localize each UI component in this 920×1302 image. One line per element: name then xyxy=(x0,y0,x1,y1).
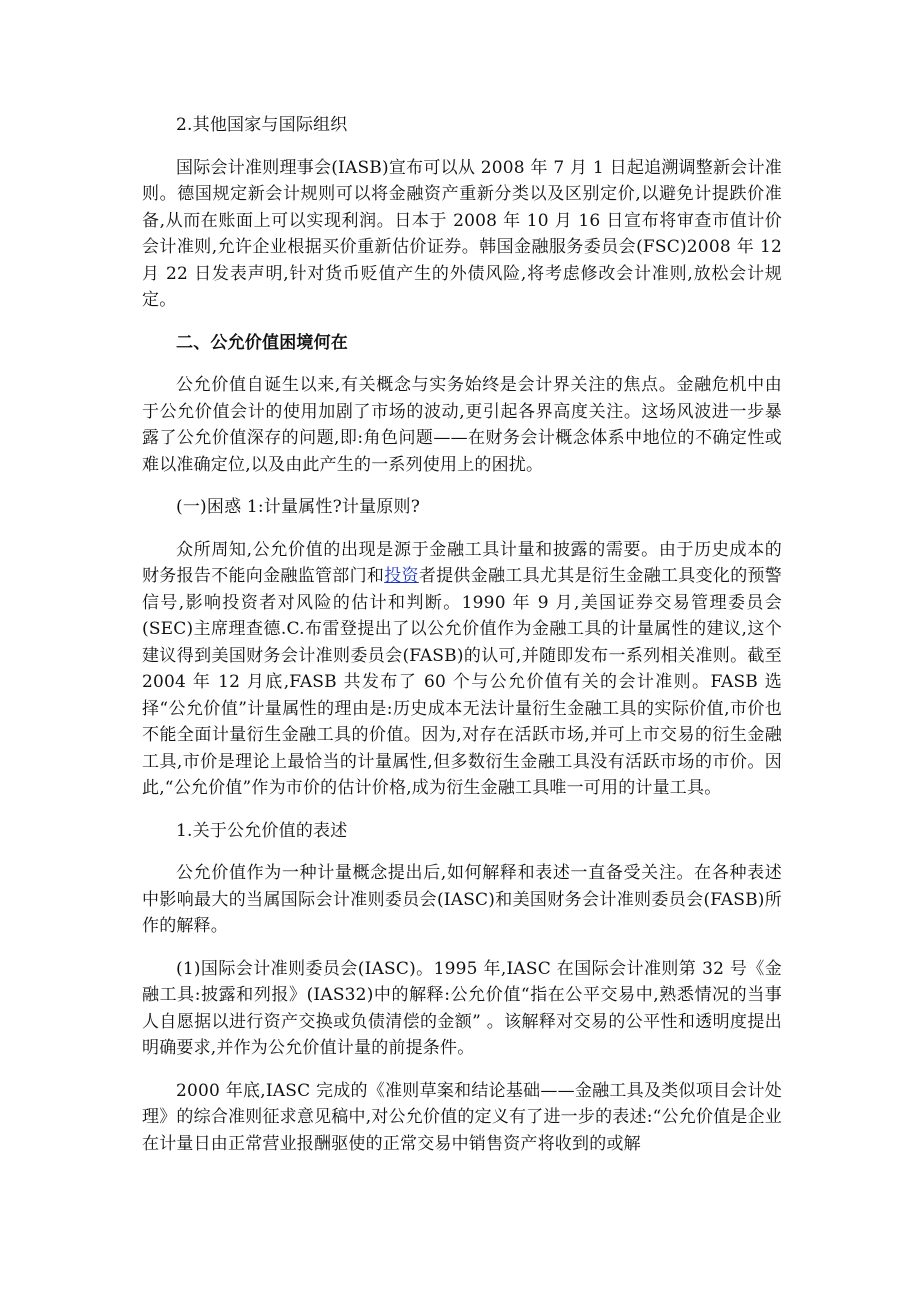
subheading-fair-value-expression: 1.关于公允价值的表述 xyxy=(176,820,348,841)
paragraph-expression-intro: 公允价值作为一种计量概念提出后,如何解释和表述一直备受关注。在各种表述中影响最大的当属国际会计准则委员会(IASC)和美国财务会计准则委员会(FASB)所作的解释。 xyxy=(142,863,782,936)
paragraph-text-part: 者提供金融工具尤其是衍生金融工具变化的预警信号,影响投资者对风险的估计和判断。1990 年 9 月,美国证券交易管理委员会(SEC)主席理查德.C.布雷登提出了以公允价值作为金融工具的计量属性的建议,这个建议得到美国财务会计准则委员会(FASB)的认可,并随即发布一系列相关准则。截至 2004 年 12 月底,FASB 共发布了 60 个与公允价值有关的会计准则。FASB 选择“公允价值”计量属性的理由是:历史成本无法计量衍生金融工具的实际价值,市价也不能全面计量衍生金融工具的价值。因为,对存在活跃市场,并可上市交易的衍生金融工具,市价是理论上最恰当的计量属性,但多数衍生金融工具没有活跃市场的市价。因此,“公允价值”作为市价的估计价格,成为衍生金融工具唯一可用的计量工具。 xyxy=(142,566,782,798)
document-body xyxy=(142,112,782,1157)
paragraph-fair-value-focus: 公允价值自诞生以来,有关概念与实务始终是会计界关注的焦点。金融危机中由于公允价值会计的使用加剧了市场的波动,更引起各界高度关注。这场风波进一步暴露了公允价值深存的问题,即:角色问题——在财务会计概念体系中地位的不确定性或难以准确定位,以及由此产生的一系列使用上的困扰。 xyxy=(142,375,782,475)
paragraph-iasc-2000: 2000 年底,IASC 完成的《准则草案和结论基础——金融工具及类似项目会计处理》的综合准则征求意见稿中,对公允价值的定义有了进一步的表述:“公允价值是企业在计量日由正常营业报酬驱使的正常交易中销售资产将收到的或解 xyxy=(142,1080,782,1154)
paragraph-international-organizations: 国际会计准则理事会(IASB)宣布可以从 2008 年 7 月 1 日起追溯调整新会计准则。德国规定新会计规则可以将金融资产重新分类以及区别定价,以避免计提跌价准备,从而在账面上可以实现利润。日本于 2008 年 10 月 16 日宣布将审查市值计价会计准则,允许企业根据买价重新估价证券。韩国金融服务委员会(FSC)2008 年 12 月 22 日发表声明,针对货币贬值产生的外债风险,将考虑修改会计准则,放松会计规定。 xyxy=(142,157,782,310)
paragraph-iasc-definition: (1)国际会计准则委员会(IASC)。1995 年,IASC 在国际会计准则第 32 号《金融工具:披露和列报》(IAS32)中的解释:公允价值“指在公平交易中,熟悉情况的当事人自愿据以进行资产交换或负债清偿的金额” 。该解释对交易的公平性和透明度提出明确要求,并作为公允价值计量的前提条件。 xyxy=(142,958,782,1058)
paragraph-fair-value-origin xyxy=(142,537,782,802)
section-title-other-countries: 2.其他国家与国际组织 xyxy=(176,115,348,135)
subheading-confusion-1: (一)困惑 1:计量属性?计量原则? xyxy=(176,497,421,517)
heading-fair-value-dilemma: 二、公允价值困境何在 xyxy=(176,332,348,353)
investment-link[interactable]: 投资 xyxy=(384,566,419,586)
paragraph-text-part: 众所周知,公允价值的出现是源于金融工具计量和披露的需要。由于历史成本的财务报告不能向金融监管部门和 xyxy=(142,539,782,586)
